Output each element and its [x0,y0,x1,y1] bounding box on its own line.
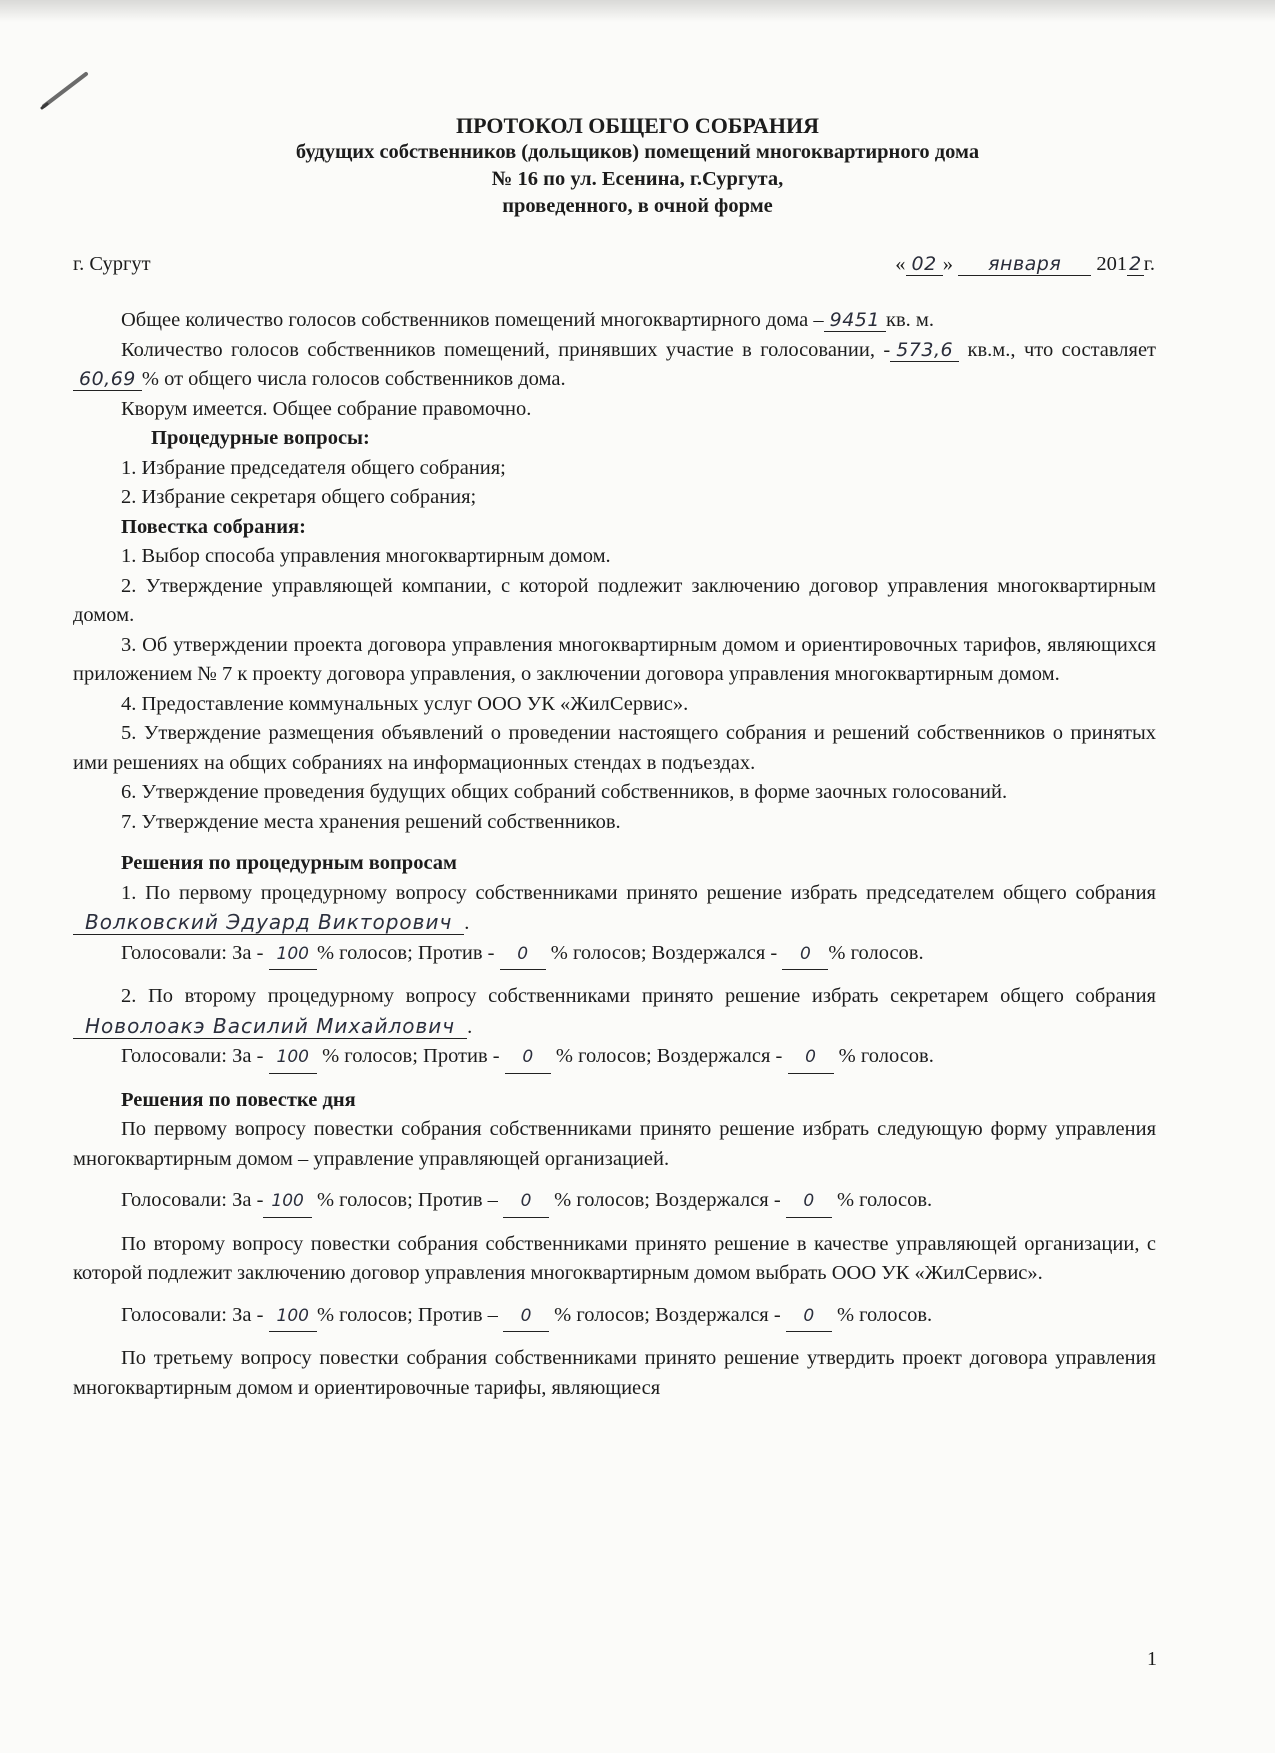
spacer [73,1289,1156,1301]
proc-decision-1 [73,879,1156,939]
agenda-decision-2-votes [73,1301,1156,1333]
votes-end-label: % голосов. [836,1303,933,1326]
date-year-handwritten: 2 [1129,253,1142,275]
votes-label: Голосовали: За - [121,1045,264,1067]
date-quote-open: « [895,253,906,275]
document-title: ПРОТОКОЛ ОБЩЕГО СОБРАНИЯ [455,113,820,138]
date-year-suffix: г. [1143,253,1155,275]
vote-abstain: 0 [786,1302,832,1333]
participants-text-3: % от общего числа голосов собственников дома. [141,368,566,390]
participants-value: 573,6 [890,339,959,362]
vote-abstain: 0 [782,940,828,971]
proc-decision-1-votes [73,939,1156,971]
spacer [73,837,1156,849]
vote-abstain: 0 [786,1187,832,1218]
date-day: 02 [906,253,943,276]
agenda-item-4: 4. Предоставление коммунальных услуг ООО УК «ЖилСервис». [121,692,689,715]
spacer [73,1074,1156,1086]
place-label: г. Сургут [73,253,151,275]
votes-abstain-label: % голосов; Воздержался - [550,941,778,964]
date-quote-close: » [942,253,953,275]
agenda-item-1: 1. Выбор способа управления многоквартирным домом. [121,545,611,567]
votes-against-label: % голосов; Против – [316,1303,498,1326]
votes-against-label: % голосов; Против – [316,1189,498,1211]
vote-for: 100 [269,940,317,971]
votes-end-label: % голосов. [838,1045,934,1067]
vote-for: 100 [263,1187,311,1218]
agenda-decision-1-votes [73,1186,1156,1218]
date-month: января [958,253,1091,276]
agenda-item-5: 5. Утверждение размещения объявлений о проведении настоящего собрания и решений собственников о принятых ими решениях на общих собраниях на информационных стендах в подъездах. [73,722,1156,774]
votes-label: Голосовали: За - [121,941,264,964]
procedural-heading: Процедурные вопросы: [151,427,370,449]
votes-abstain-label: % голосов; Воздержался - [554,1303,781,1326]
agenda-decision-1: По первому вопросу повестки собрания собственниками принято решение избрать следующую форму управления многоквартирным домом – управление управляющей организацией. [73,1118,1156,1170]
spacer [73,1174,1156,1186]
votes-abstain-label: % голосов; Воздержался - [554,1189,781,1211]
total-votes-value: 9451 [824,309,886,332]
votes-against-label: % голосов; Против - [322,1045,500,1067]
procedural-item-2: 2. Избрание секретаря общего собрания; [121,486,477,508]
proc-decision-2-text: 2. По второму процедурному вопросу собственниками принято решение избрать секретарем общего собрания [121,985,1156,1007]
spacer [73,970,1156,982]
document-body [73,306,1156,1403]
document-subtitle-2: № 16 по ул. Есенина, г.Сургута, [491,168,784,190]
proc-decision-2 [73,982,1156,1042]
agenda-decision-3: По третьему вопросу повестки собрания собственниками принято решение утвердить проект договора управления многоквартирным домом и ориентировочные тарифы, являющиеся [73,1347,1156,1399]
agenda-heading: Повестка собрания: [121,515,306,538]
procedural-item-1: 1. Избрание председателя общего собрания; [121,456,506,479]
page-number: 1 [1147,1648,1157,1670]
agenda-item-6: 6. Утверждение проведения будущих общих собраний собственников, в форме заочных голосований. [121,781,1008,803]
document-subtitle-3: проведенного, в очной форме [502,195,773,217]
vote-for: 100 [269,1302,317,1333]
chairman-name-handwritten: Волковский Эдуард Викторович [73,910,464,935]
quorum-line: Кворум имеется. Общее собрание правомочно. [121,397,532,420]
participants-line [73,336,1156,395]
spacer [73,1218,1156,1230]
document-header [0,112,1275,220]
votes-against-label: % голосов; Против - [316,941,495,964]
proc-decision-2-votes [73,1042,1156,1074]
agenda-item-2: 2. Утверждение управляющей компании, с которой подлежит заключению договор управления многоквартирным домом. [73,574,1156,626]
vote-abstain: 0 [788,1043,834,1074]
votes-end-label: % голосов. [828,941,924,964]
vote-against: 0 [503,1302,549,1333]
agenda-decisions-heading: Решения по повестке дня [121,1088,356,1111]
document-subtitle-1: будущих собственников (дольщиков) помещений многоквартирного дома [295,141,980,163]
vote-against: 0 [503,1187,549,1218]
votes-label: Голосовали: За - [121,1189,264,1211]
participants-text-2: кв.м., что составляет [967,338,1157,361]
agenda-decision-2: По второму вопросу повестки собрания собственниками принято решение в качестве управляющей организации, с которой подлежит заключению договор управления многоквартирным домом выбрать ООО УК «ЖилСервис». [73,1232,1156,1284]
proc-decision-2-end: . [467,1015,473,1038]
vote-against: 0 [505,1043,551,1074]
secretary-name-handwritten: Новолоакэ Василий Михайлович [73,1014,467,1039]
participants-percent: 60,69 [73,368,142,391]
pen-stroke-mark [38,64,98,112]
proc-decision-1-text: 1. По первому процедурному вопросу собственниками принято решение избрать председателем общего собрания [121,881,1156,904]
total-votes-unit: кв. м. [885,309,934,331]
place-date-row [73,253,1155,276]
agenda-item-7: 7. Утверждение места хранения решений собственников. [121,810,621,833]
proc-decisions-heading: Решения по процедурным вопросам [121,852,458,874]
votes-label: Голосовали: За - [121,1303,264,1326]
scan-edge-shadow [0,0,1275,22]
spacer [73,1332,1156,1344]
total-votes-text: Общее количество голосов собственников помещений многоквартирного дома – [121,309,824,331]
date-line [895,253,1155,276]
vote-against: 0 [500,940,546,971]
total-votes-line [73,306,1156,336]
proc-decision-1-end: . [464,912,470,934]
agenda-item-3: 3. Об утверждении проекта договора управления многоквартирным домом и ориентировочных тарифов, являющихся приложением № 7 к проекту договора управления, о заключении договора управления многоквартирным домом. [73,633,1156,685]
vote-for: 100 [269,1043,317,1074]
votes-abstain-label: % голосов; Воздержался - [555,1045,783,1067]
votes-end-label: % голосов. [836,1189,933,1211]
participants-text: Количество голосов собственников помещений, принявших участие в голосовании, - [121,338,891,361]
date-year-prefix: 201 [1096,253,1128,275]
